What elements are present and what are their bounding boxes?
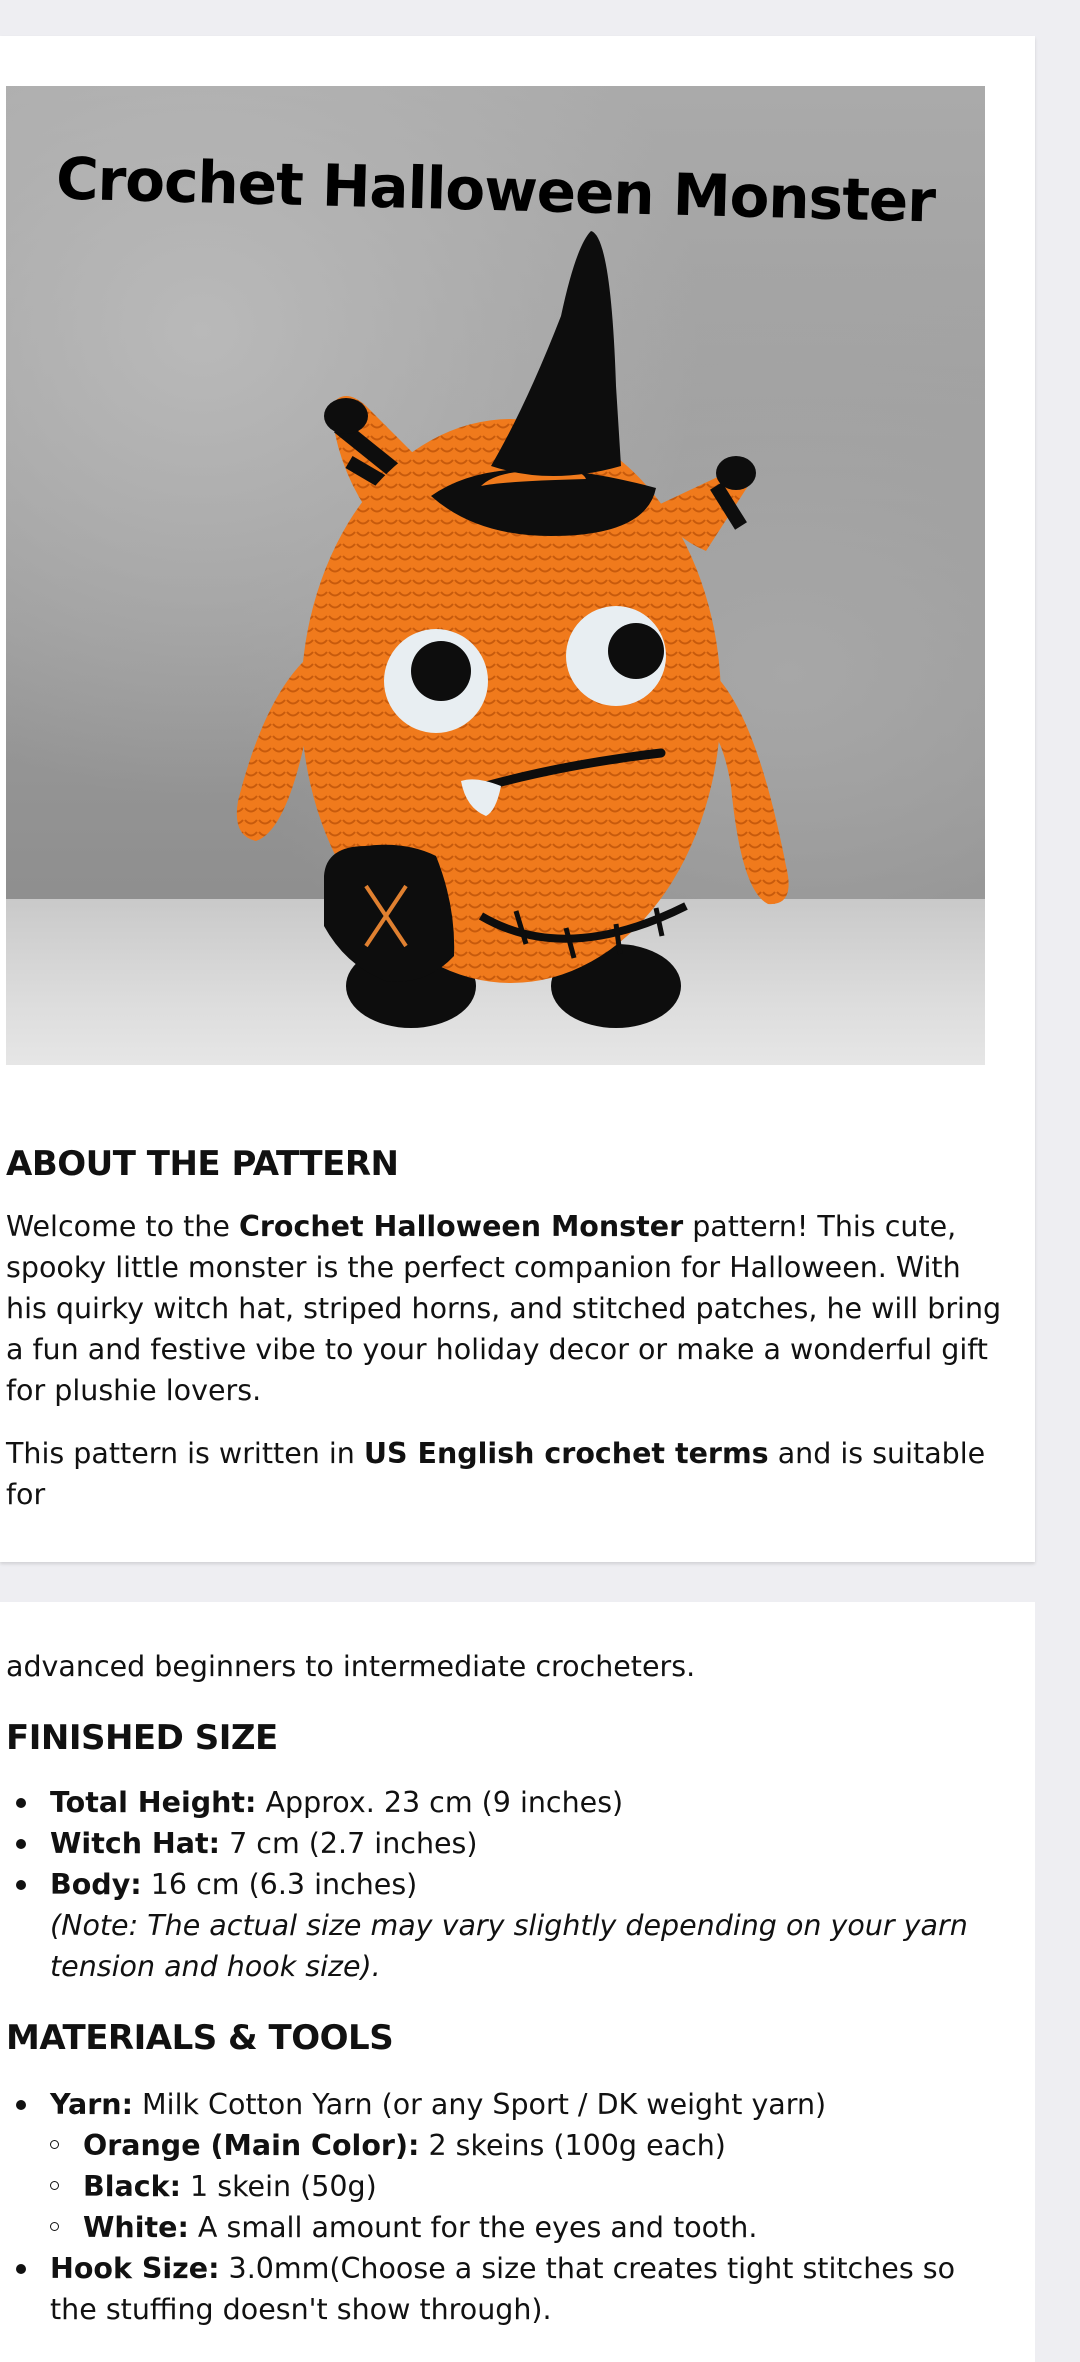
about-paragraph-1: Welcome to the Crochet Halloween Monster pattern! This cute, spooky little monster is the perfect companion for Halloween. With his quirky witch hat, striped horns, and stitched patches, he will bring a fun and festive vibe to your holiday decor or make a wonderful gift for plushie lovers. (6, 1210, 1002, 1407)
list-item: Witch Hat: 7 cm (2.7 inches) (6, 1823, 1009, 1864)
about-paragraph-2: This pattern is written in US English crochet terms and is suitable for (6, 1437, 986, 1511)
page-card-bottom (0, 1602, 1035, 2362)
list-subitem: Black: 1 skein (50g) (6, 2166, 1009, 2207)
list-item: Total Height: Approx. 23 cm (9 inches) (6, 1782, 1009, 1823)
materials-list (6, 2084, 1009, 2330)
photo-title: Crochet Halloween Monster (55, 144, 936, 236)
finished-size-heading: FINISHED SIZE (6, 1718, 278, 1758)
materials-heading: MATERIALS & TOOLS (6, 2018, 394, 2058)
finished-size-list (6, 1782, 1009, 1987)
list-item: Yarn: Milk Cotton Yarn (or any Sport / DK weight yarn) (6, 2084, 1009, 2125)
list-item: Hook Size: 3.0mm(Choose a size that creates tight stitches so the stuffing doesn't show through). (6, 2248, 1009, 2330)
terms-highlight: US English crochet terms (363, 1437, 769, 1470)
list-subitem: Orange (Main Color): 2 skeins (100g each) (6, 2125, 1009, 2166)
about-heading: ABOUT THE PATTERN (6, 1144, 399, 1184)
pattern-name: Crochet Halloween Monster (238, 1210, 684, 1243)
about-paragraph-continued: advanced beginners to intermediate crocheters. (6, 1650, 696, 1683)
page-card-top (0, 36, 1035, 1562)
size-note: (Note: The actual size may vary slightly depending on your yarn tension and hook size). (50, 1909, 968, 1983)
monster-photo (6, 86, 985, 1065)
list-subitem: White: A small amount for the eyes and tooth. (6, 2207, 1009, 2248)
list-item: Body: 16 cm (6.3 inches) (Note: The actual size may vary slightly depending on your yarn tension and hook size). (6, 1864, 1009, 1987)
